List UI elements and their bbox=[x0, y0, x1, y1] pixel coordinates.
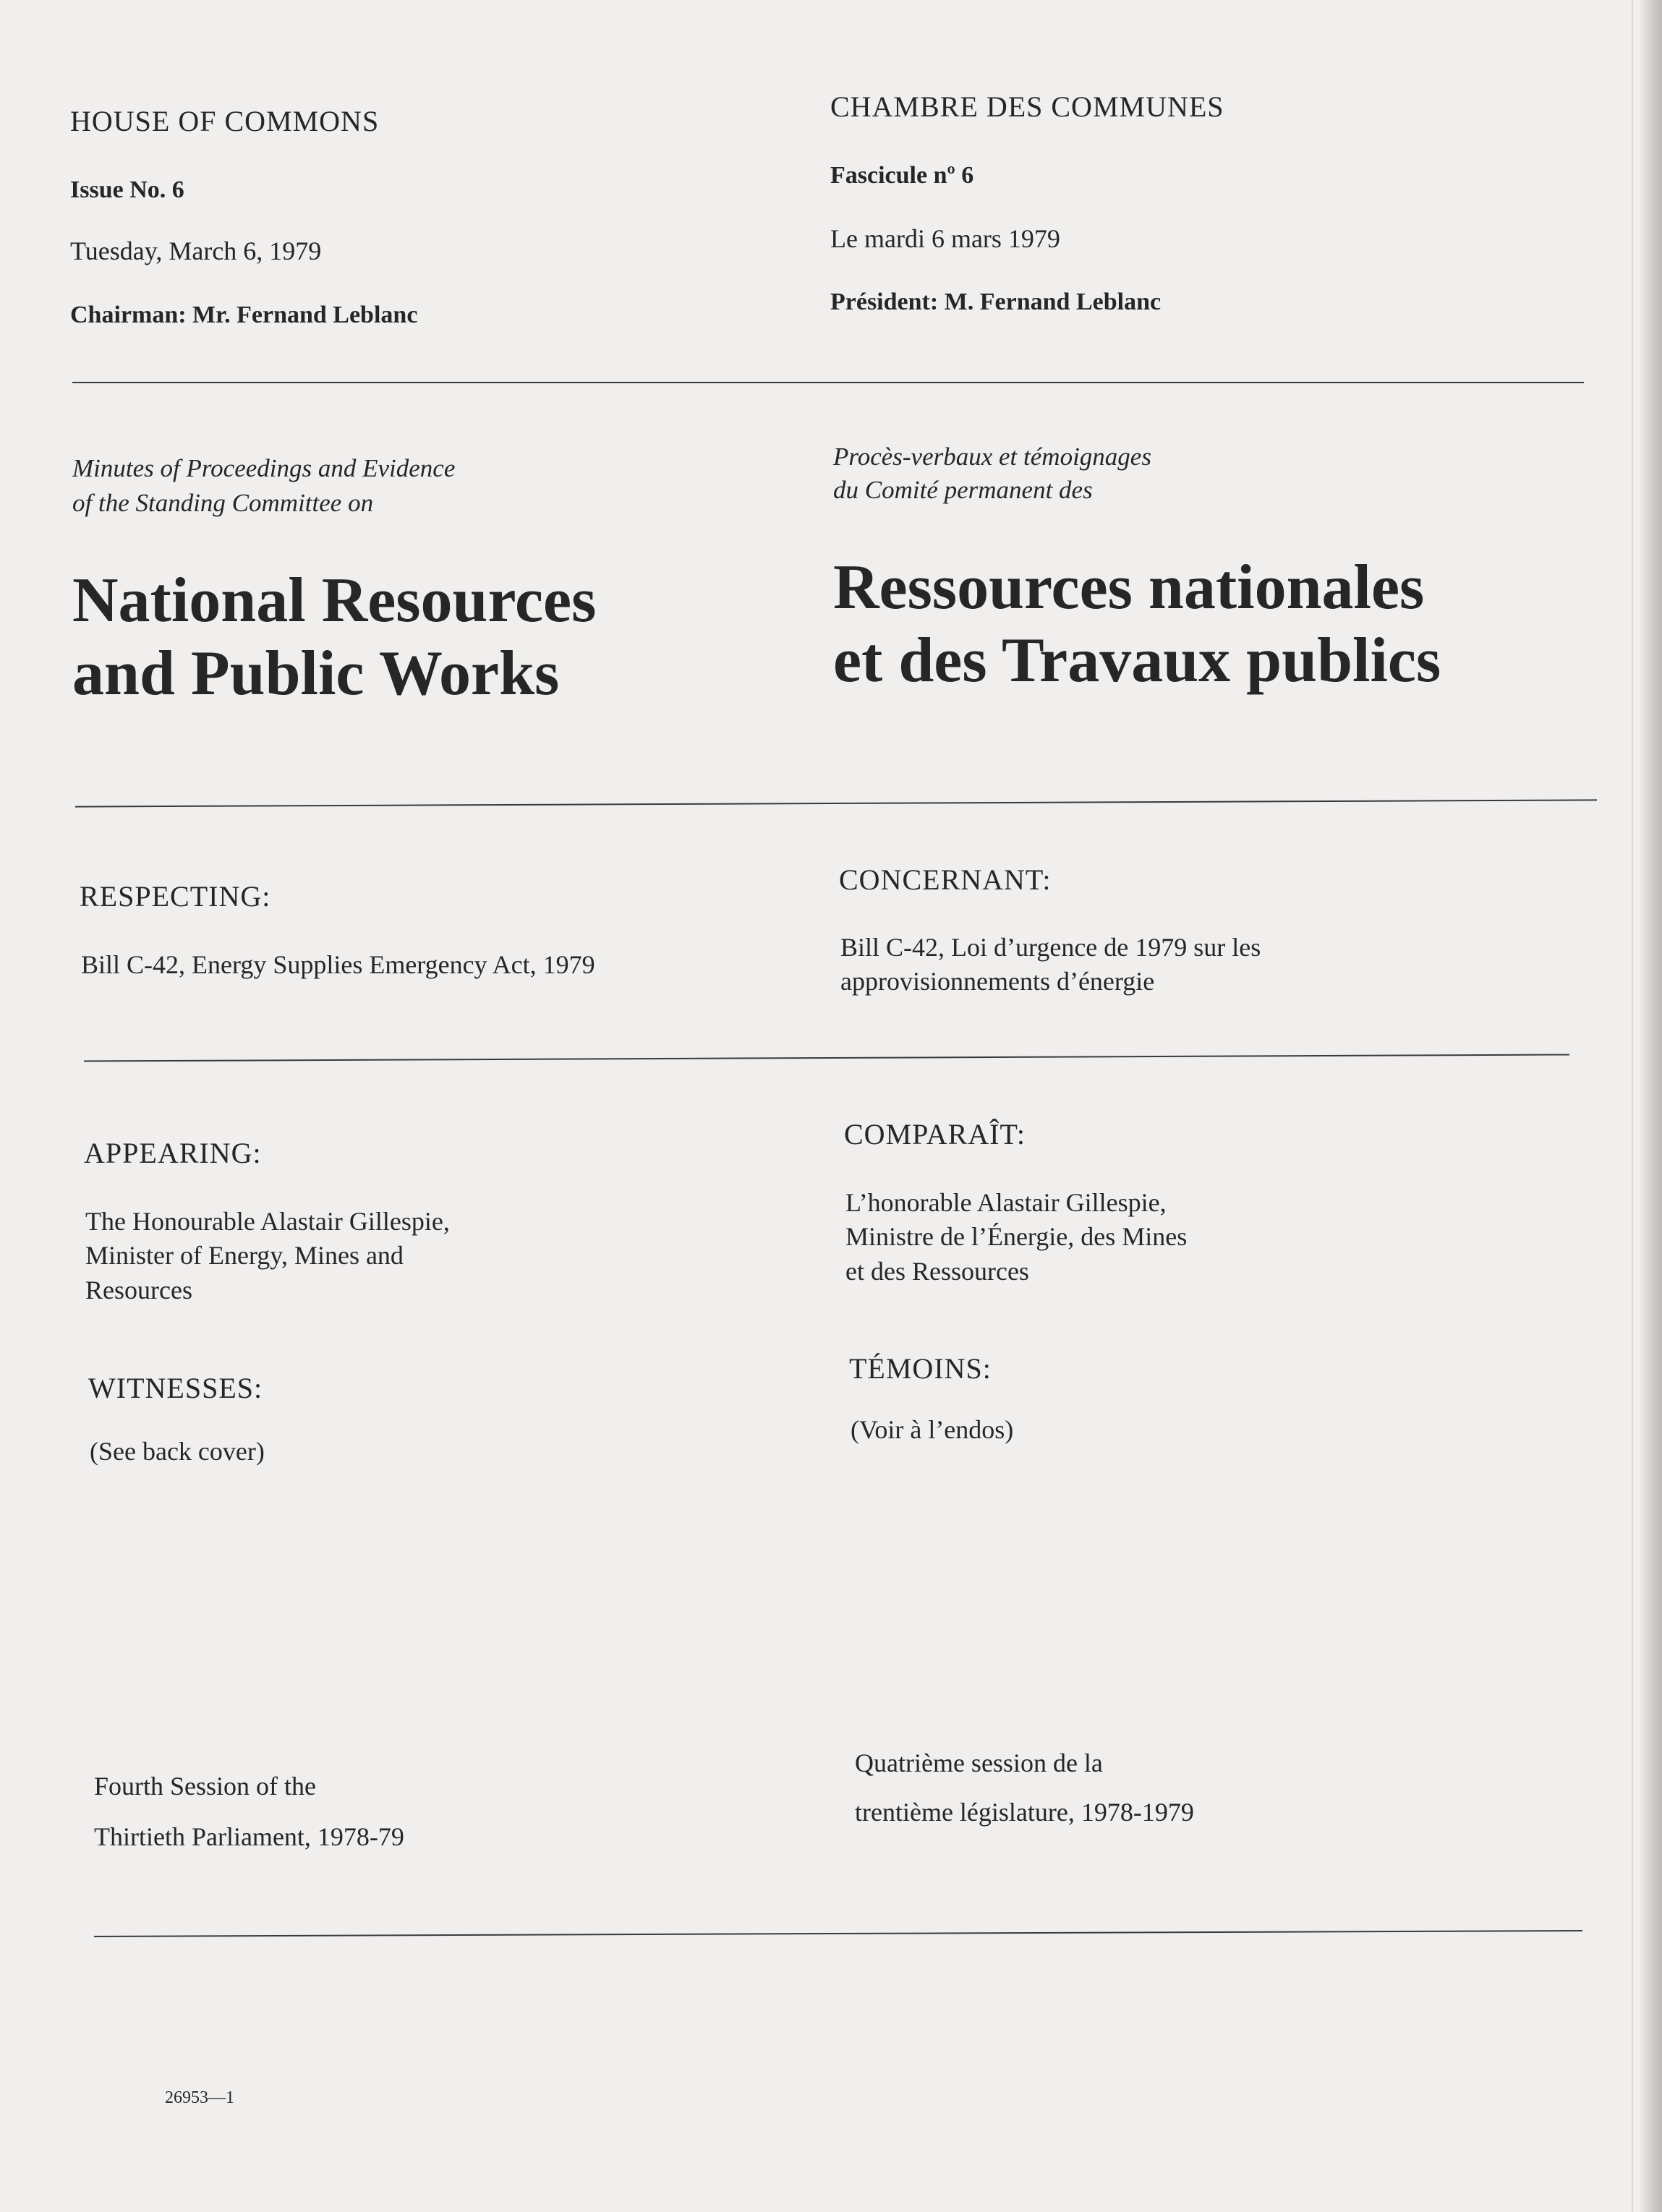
appearing-heading-fr: COMPARAÎT: bbox=[844, 1118, 1026, 1150]
divider-top bbox=[72, 382, 1584, 383]
committee-title-en-line2: and Public Works bbox=[72, 639, 560, 709]
appearing-heading-en: APPEARING: bbox=[84, 1137, 262, 1169]
minutes-en-line2: of the Standing Committee on bbox=[72, 489, 374, 517]
witnesses-heading-fr: TÉMOINS: bbox=[849, 1352, 992, 1385]
header-en: HOUSE OF COMMONS bbox=[70, 105, 380, 137]
respecting-text-fr-line2: approvisionnements d’énergie bbox=[840, 967, 1155, 996]
session-fr-line2: trentième législature, 1978-1979 bbox=[855, 1798, 1194, 1827]
witnesses-heading-en: WITNESSES: bbox=[88, 1372, 263, 1404]
session-en-line2: Thirtieth Parliament, 1978-79 bbox=[94, 1822, 404, 1851]
issue-fr: Fascicule nº 6 bbox=[830, 162, 974, 189]
chairman-fr: Président: M. Fernand Leblanc bbox=[830, 289, 1162, 315]
committee-title-fr-line2: et des Travaux publics bbox=[833, 625, 1441, 696]
committee-title-fr-line1: Ressources nationales bbox=[833, 552, 1425, 623]
header-fr: CHAMBRE DES COMMUNES bbox=[830, 90, 1224, 123]
committee-title-en bbox=[72, 564, 796, 710]
date-fr: Le mardi 6 mars 1979 bbox=[830, 224, 1060, 253]
respecting-text-fr-line1: Bill C-42, Loi d’urgence de 1979 sur les bbox=[840, 933, 1261, 962]
session-fr-line1: Quatrième session de la bbox=[855, 1748, 1103, 1777]
print-number: 26953—1 bbox=[165, 2088, 234, 2107]
date-en: Tuesday, March 6, 1979 bbox=[70, 236, 322, 265]
witnesses-text-fr: (Voir à l’endos) bbox=[851, 1415, 1014, 1444]
chairman-en: Chairman: Mr. Fernand Leblanc bbox=[70, 302, 418, 328]
session-en-line1: Fourth Session of the bbox=[94, 1772, 317, 1801]
appearing-fr-line3: et des Ressources bbox=[845, 1257, 1029, 1286]
appearing-fr-line1: L’honorable Alastair Gillespie, bbox=[845, 1188, 1167, 1217]
show-through-block-1 bbox=[1128, 159, 1533, 246]
respecting-text-en: Bill C-42, Energy Supplies Emergency Act, 1979 bbox=[81, 950, 595, 979]
divider-bottom bbox=[94, 1930, 1582, 1937]
page-edge-shadow bbox=[1639, 0, 1662, 2212]
appearing-en-line1: The Honourable Alastair Gillespie, bbox=[85, 1207, 450, 1236]
minutes-fr-line1: Procès-verbaux et témoignages bbox=[833, 443, 1151, 471]
issue-en: Issue No. 6 bbox=[70, 176, 184, 203]
respecting-heading-fr: CONCERNANT: bbox=[839, 863, 1052, 896]
divider-respecting bbox=[84, 1054, 1569, 1062]
divider-title bbox=[75, 799, 1597, 807]
committee-title-en-line1: National Resources bbox=[72, 565, 597, 636]
committee-title-fr bbox=[833, 551, 1600, 697]
appearing-en-line3: Resources bbox=[85, 1276, 192, 1304]
minutes-en-line1: Minutes of Proceedings and Evidence bbox=[72, 454, 456, 482]
appearing-en-line2: Minister of Energy, Mines and bbox=[85, 1241, 404, 1270]
appearing-fr-line2: Ministre de l’Énergie, des Mines bbox=[845, 1222, 1188, 1251]
respecting-heading-en: RESPECTING: bbox=[80, 880, 271, 913]
witnesses-text-en: (See back cover) bbox=[90, 1437, 265, 1466]
minutes-fr-line2: du Comité permanent des bbox=[833, 476, 1093, 504]
page-edge-line bbox=[1632, 0, 1633, 2212]
